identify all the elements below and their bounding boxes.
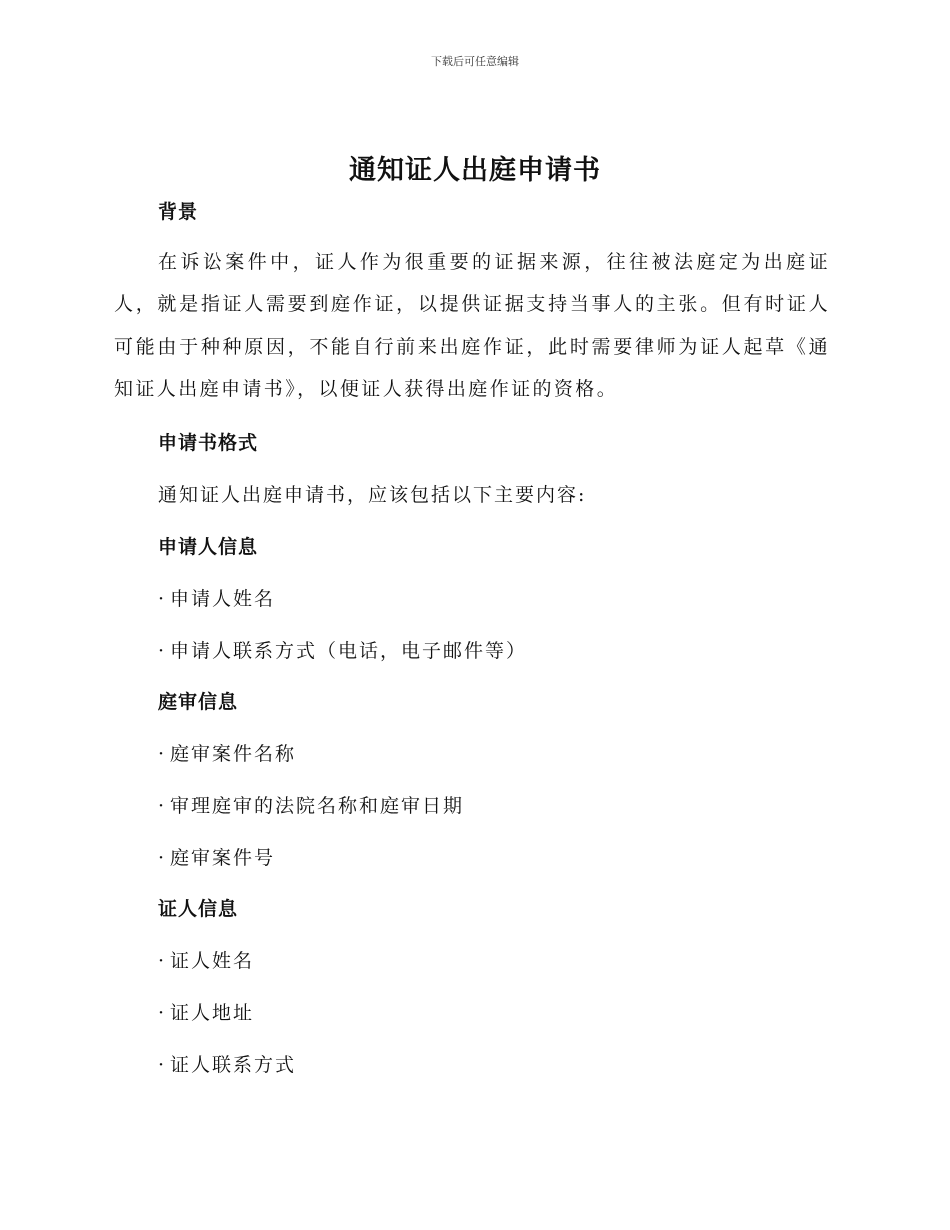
bullet: · [158,795,167,817]
list-item-witness-contact [158,1050,296,1077]
bullet: · [158,743,167,765]
list-item-text: 申请人姓名 [170,588,276,610]
list-item-witness-address [158,998,254,1025]
heading-witness-info: 证人信息 [158,898,239,920]
list-item-text: 证人地址 [170,1002,255,1024]
page-header-note: 下载后可任意编辑 [431,55,519,68]
heading-applicant-info: 申请人信息 [158,536,259,558]
list-item-case-name [158,739,296,766]
bullet: · [158,588,167,610]
bullet: · [158,640,167,662]
list-item-text: 证人姓名 [170,950,255,972]
heading-format: 申请书格式 [158,432,259,454]
list-item-witness-name [158,946,254,973]
list-item-text: 审理庭审的法院名称和庭审日期 [170,795,465,817]
heading-background: 背景 [158,201,199,223]
document-title: 通知证人出庭申请书 [349,155,601,186]
background-paragraph: 在诉讼案件中，证人作为很重要的证据来源，往往被法庭定为出庭证人，就是指证人需要到庭作证，以提供证据支持当事人的主张。但有时证人可能由于种种原因，不能自行前来出庭作证，此时需要律师为证人起草《通知证人出庭申请书》，以便证人获得出庭作证的资格。 [114,251,830,400]
bullet: · [158,950,167,972]
list-item-text: 庭审案件号 [170,847,276,869]
list-item-applicant-contact [158,636,527,663]
list-item-text: 申请人联系方式（电话，电子邮件等） [170,640,528,662]
list-item-applicant-name [158,584,275,611]
format-intro: 通知证人出庭申请书，应该包括以下主要内容: [158,484,587,506]
bullet: · [158,847,167,869]
bullet: · [158,1054,167,1076]
list-item-text: 证人联系方式 [170,1054,297,1076]
bullet: · [158,1002,167,1024]
list-item-court-and-date [158,791,464,818]
heading-trial-info: 庭审信息 [158,691,239,713]
list-item-text: 庭审案件名称 [170,743,297,765]
list-item-case-number [158,843,275,870]
